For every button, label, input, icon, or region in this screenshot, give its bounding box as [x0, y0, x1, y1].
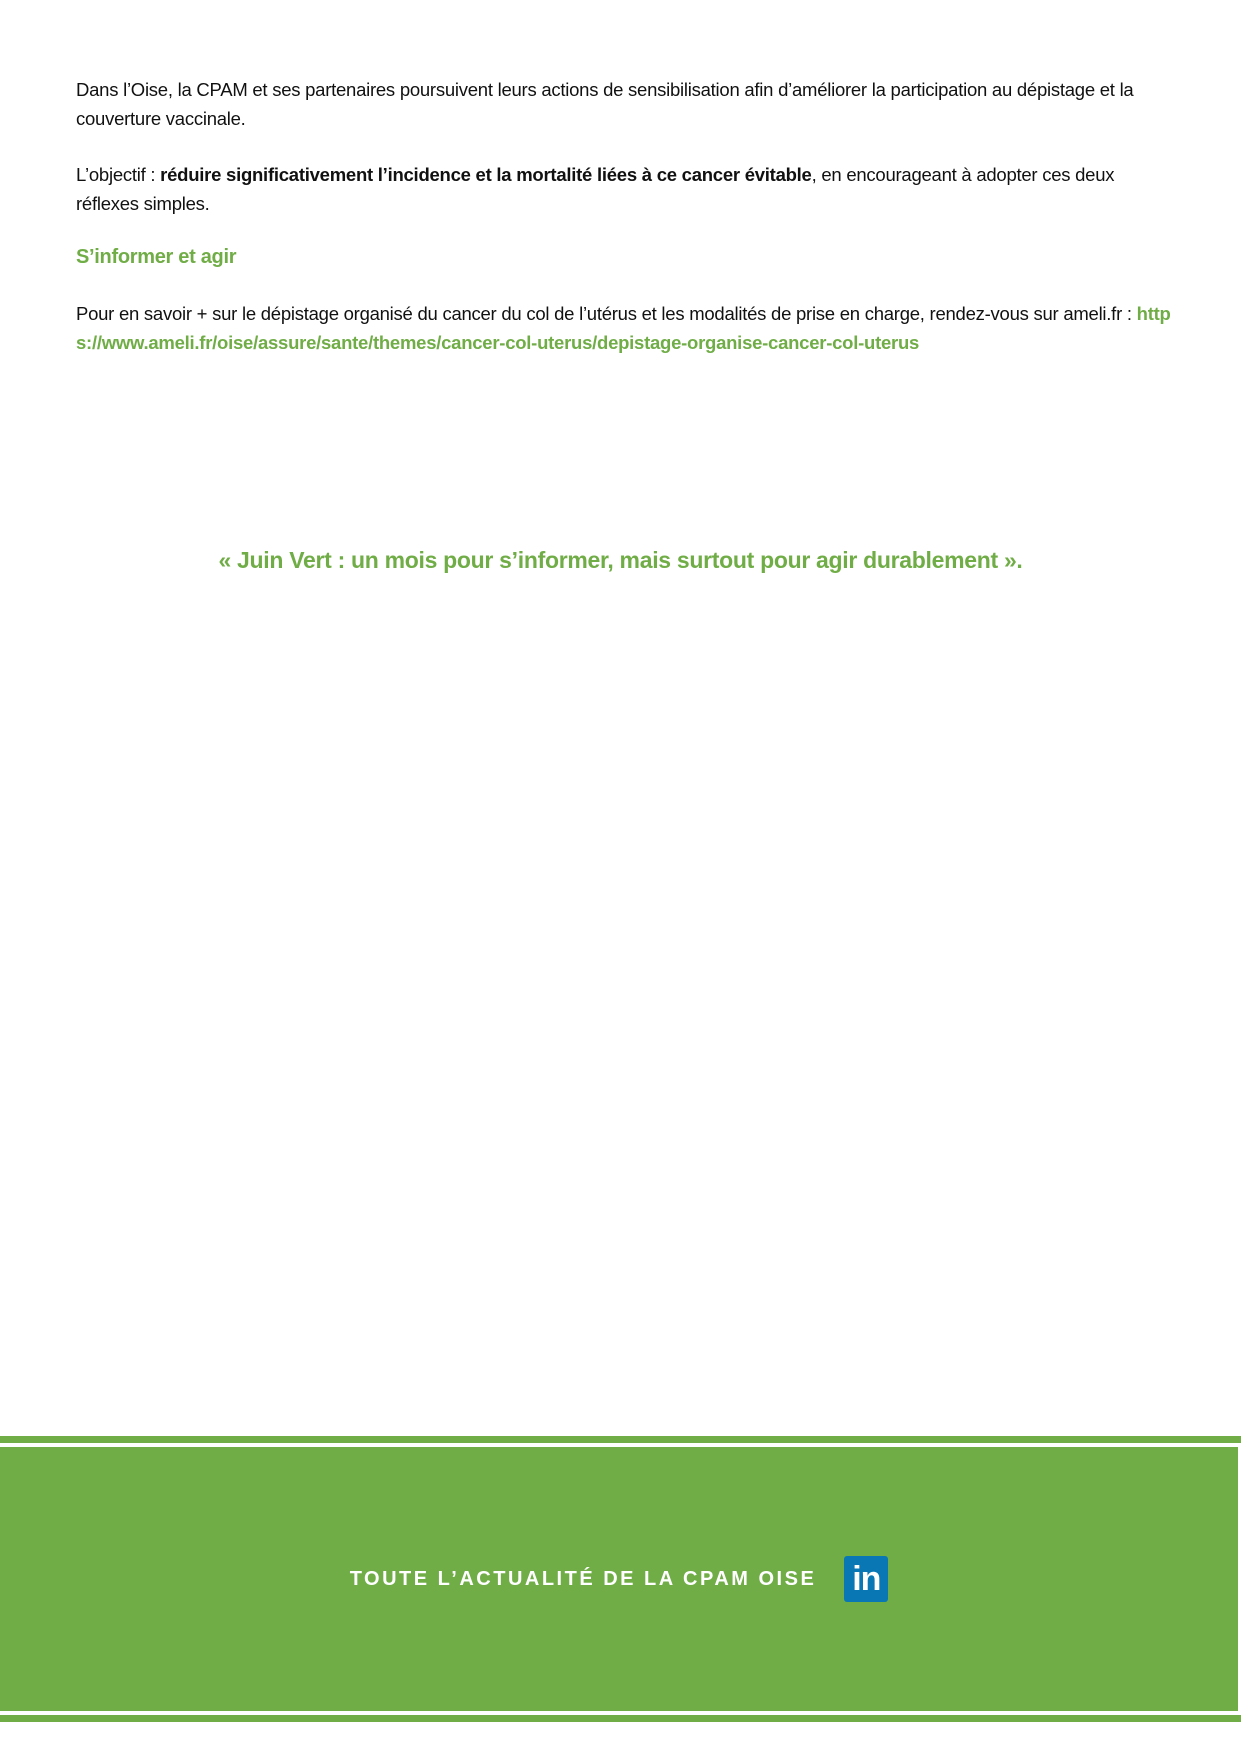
footer-top-band [0, 1436, 1241, 1443]
info-paragraph [76, 300, 1171, 357]
objective-bold: réduire significativement l’incidence et la mortalité liées à ce cancer évitable [160, 164, 812, 185]
footer-bottom-band [0, 1715, 1241, 1722]
ameli-link[interactable]: https://www.ameli.fr/oise/assure/sante/themes/cancer-col-uterus/depistage-organise-cancer-col-uterus [76, 303, 1171, 353]
info-text: Pour en savoir + sur le dépistage organisé du cancer du col de l’utérus et les modalités de prise en charge, rendez-vous sur ameli.fr : [76, 303, 1137, 324]
objective-label: L’objectif : [76, 164, 161, 185]
footer-text: TOUTE L’ACTUALITÉ DE LA CPAM OISE [349, 1567, 817, 1590]
footer-banner [0, 1447, 1238, 1711]
linkedin-icon[interactable]: in [844, 1556, 888, 1602]
section-heading: S’informer et agir [76, 246, 237, 268]
intro-paragraph: Dans l’Oise, la CPAM et ses partenaires poursuivent leurs actions de sensibilisation afin d’améliorer la participation au dépistage et la couverture vaccinale. [76, 79, 1134, 129]
quote: « Juin Vert : un mois pour s’informer, mais surtout pour agir durablement ». [218, 547, 1023, 573]
objective-paragraph [76, 161, 1171, 218]
objective-suffix: , en encourageant à adopter ces deux réflexes simples. [76, 164, 1115, 214]
